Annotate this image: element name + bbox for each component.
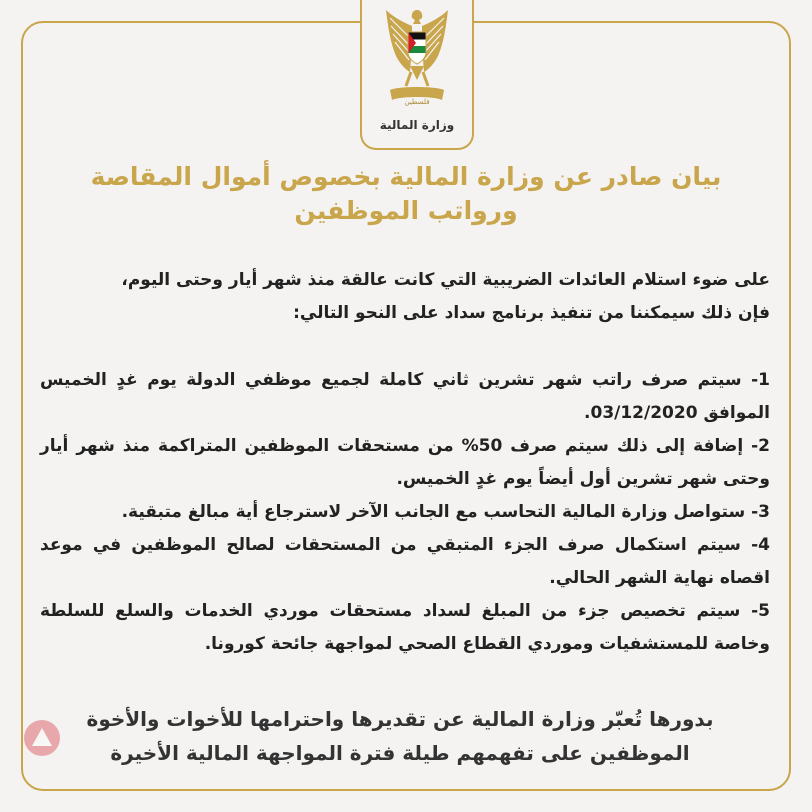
closing-line-1: بدورها تُعبّر وزارة المالية عن تقديرها واحترامها للأخوات والأخوة — [86, 707, 714, 731]
list-item: 1- سيتم صرف راتب شهر تشرين ثاني كاملة لجميع موظفي الدولة يوم غدٍ الخميس الموافق 03/12/2020. — [40, 370, 770, 423]
emblem-tab — [360, 0, 474, 150]
closing-line-2: الموظفين على تفهمهم طيلة فترة المواجهة المالية الأخيرة — [110, 741, 690, 765]
closing-paragraph — [30, 702, 770, 770]
intro-line-2: فإن ذلك سيمكننا من تنفيذ برنامج سداد على النحو التالي: — [293, 303, 770, 323]
list-item: 2- إضافة إلى ذلك سيتم صرف 50% من مستحقات الموظفين المتراكمة منذ شهر أيار وحتى شهر تشرين أول أيضاً يوم غدٍ الخميس. — [40, 436, 770, 489]
emblem-caption-text: فلسطين — [404, 98, 430, 106]
list-item: 4- سيتم استكمال صرف الجزء المتبقي من المستحقات لصالح الموظفين في موعد اقصاه نهاية الشهر الحالي. — [40, 535, 770, 588]
list-item: 3- ستواصل وزارة المالية التحاسب مع الجانب الآخر لاسترجاع أية مبالغ متبقية. — [121, 502, 770, 522]
payment-items-list — [40, 364, 770, 661]
statement-title — [60, 160, 752, 228]
intro-line-1: على ضوء استلام العائدات الضريبية التي كانت عالقة منذ شهر أيار وحتى اليوم، — [121, 270, 770, 290]
ministry-label: وزارة المالية — [379, 118, 455, 132]
title-line-1: بيان صادر عن وزارة المالية بخصوص أموال المقاصة — [90, 162, 722, 191]
title-line-2: ورواتب الموظفين — [294, 196, 518, 225]
intro-paragraph — [40, 264, 770, 330]
watermark-logo-icon — [22, 718, 62, 758]
list-item: 5- سيتم تخصيص جزء من المبلغ لسداد مستحقات موردي الخدمات والسلع للسلطة وخاصة للمستشفيات وموردي القطاع الصحي لمواجهة جائحة كورونا. — [40, 601, 770, 654]
